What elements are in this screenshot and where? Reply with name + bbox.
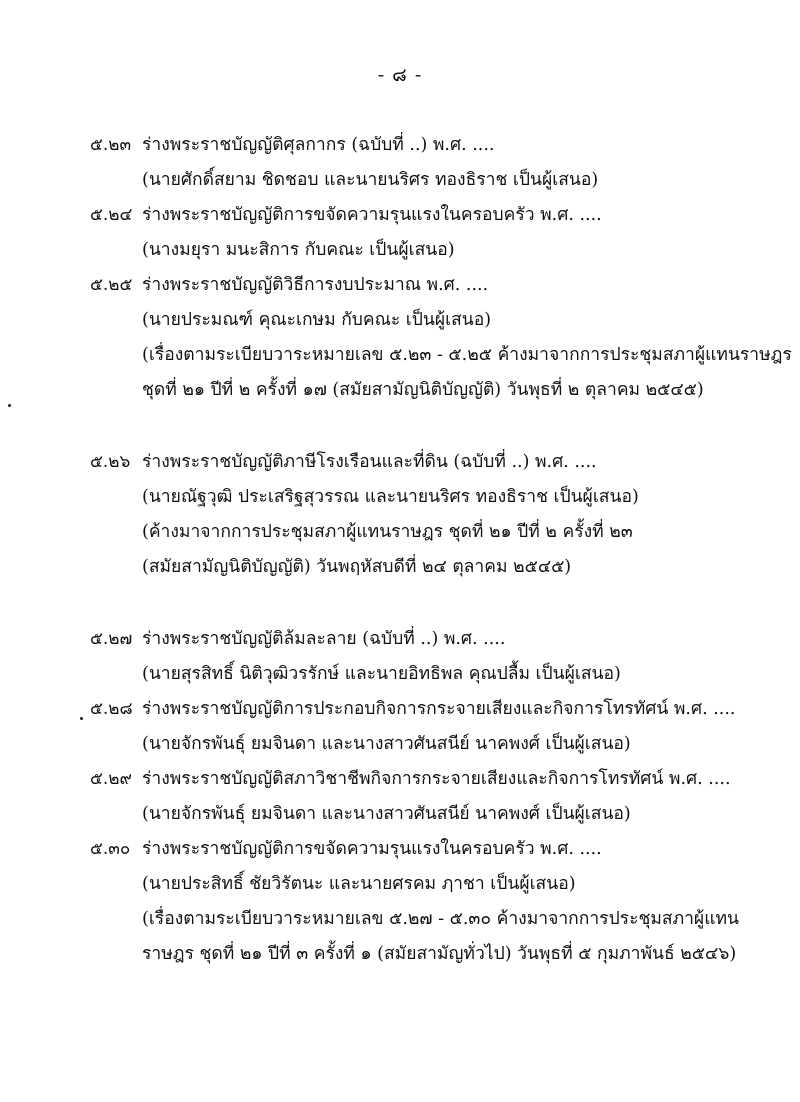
pending-note-line-1: (เรื่องตามระเบียบวาระหมายเลข ๕.๒๗ - ๕.๓๐ ค้างมาจากการประชุมสภาผู้แทน <box>142 909 739 929</box>
bill-title: ร่างพระราชบัญญัติการขจัดความรุนแรงในครอบครัว พ.ศ. .... <box>142 839 602 859</box>
section-gap <box>90 585 780 622</box>
agenda-item-5-27 <box>90 622 780 692</box>
pending-note-line-2: ราษฎร ชุดที่ ๒๑ ปีที่ ๓ ครั้งที่ ๑ (สมัยสามัญทั่วไป) วันพุธที่ ๕ กุมภาพันธ์ ๒๕๔๖) <box>142 944 737 964</box>
bill-title: ร่างพระราชบัญญัติการประกอบกิจการกระจายเสียงและกิจการโทรทัศน์ พ.ศ. .... <box>142 699 736 719</box>
bill-title: ร่างพระราชบัญญัติวิธีการงบประมาณ พ.ศ. .... <box>142 275 489 295</box>
scan-speck <box>80 717 83 720</box>
proposer-line: (นายสุรสิทธิ์ นิติวุฒิวรรักษ์ และนายอิทธิพล คุณปลื้ม เป็นผู้เสนอ) <box>142 664 621 684</box>
bill-title: ร่างพระราชบัญญัติการขจัดความรุนแรงในครอบครัว พ.ศ. .... <box>142 205 602 225</box>
agenda-list <box>90 128 792 972</box>
bill-title: ร่างพระราชบัญญัติศุลกากร (ฉบับที่ ..) พ.ศ. .... <box>142 135 495 155</box>
pending-note-line-2: (สมัยสามัญนิติบัญญัติ) วันพฤหัสบดีที่ ๒๔ ตุลาคม ๒๕๔๕) <box>142 557 572 577</box>
proposer-line: (นายประสิทธิ์ ชัยวิรัตนะ และนายศรคม ฦาชา เป็นผู้เสนอ) <box>142 874 576 894</box>
agenda-item-5-23 <box>90 128 780 198</box>
bill-title: ร่างพระราชบัญญัติล้มละลาย (ฉบับที่ ..) พ.ศ. .... <box>142 629 506 649</box>
proposer-line: (นายศักดิ์สยาม ชิดชอบ และนายนริศร ทองธิราช เป็นผู้เสนอ) <box>142 170 599 190</box>
agenda-item-5-25 <box>90 268 792 408</box>
section-gap <box>90 408 780 445</box>
agenda-number: ๕.๒๗ <box>90 629 133 649</box>
bill-title: ร่างพระราชบัญญัติสภาวิชาชีพกิจการกระจายเสียงและกิจการโทรทัศน์ พ.ศ. .... <box>142 769 731 789</box>
bill-title: ร่างพระราชบัญญัติภาษีโรงเรือนและที่ดิน (ฉบับที่ ..) พ.ศ. .... <box>142 452 597 472</box>
agenda-item-5-24 <box>90 198 780 268</box>
agenda-number: ๕.๒๓ <box>90 135 132 155</box>
proposer-line: (นางมยุรา มนะสิการ กับคณะ เป็นผู้เสนอ) <box>142 240 455 260</box>
agenda-number: ๕.๒๙ <box>90 769 132 789</box>
agenda-number: ๕.๓๐ <box>90 839 131 859</box>
agenda-number: ๕.๒๕ <box>90 275 133 295</box>
page-number: - ๘ - <box>377 64 423 86</box>
proposer-line: (นายจักรพันธุ์ ยมจินดา และนางสาวศันสนีย์ นาคพงศ์ เป็นผู้เสนอ) <box>142 804 631 824</box>
proposer-line: (นายจักรพันธุ์ ยมจินดา และนางสาวศันสนีย์ นาคพงศ์ เป็นผู้เสนอ) <box>142 734 631 754</box>
agenda-item-5-30 <box>90 832 780 972</box>
proposer-line: (นายณัฐวุฒิ ประเสริฐสุวรรณ และนายนริศร ทองธิราช เป็นผู้เสนอ) <box>142 487 639 507</box>
pending-note-line-1: (ค้างมาจากการประชุมสภาผู้แทนราษฎร ชุดที่ ๒๑ ปีที่ ๒ ครั้งที่ ๒๓ <box>142 522 633 542</box>
agenda-item-5-29 <box>90 762 780 832</box>
agenda-number: ๕.๒๖ <box>90 452 131 472</box>
proposer-line: (นายประมณฑ์ คุณะเกษม กับคณะ เป็นผู้เสนอ) <box>142 310 492 330</box>
agenda-item-5-26 <box>90 445 780 585</box>
agenda-item-5-28 <box>90 692 780 762</box>
agenda-number: ๕.๒๔ <box>90 205 133 225</box>
pending-note-line-2: ชุดที่ ๒๑ ปีที่ ๒ ครั้งที่ ๑๗ (สมัยสามัญนิติบัญญัติ) วันพุธที่ ๒ ตุลาคม ๒๕๔๕) <box>142 380 704 400</box>
agenda-number: ๕.๒๘ <box>90 699 133 719</box>
pending-note-line-1: (เรื่องตามระเบียบวาระหมายเลข ๕.๒๓ - ๕.๒๕ ค้างมาจากการประชุมสภาผู้แทนราษฎร <box>142 345 792 365</box>
scan-speck <box>8 404 11 407</box>
